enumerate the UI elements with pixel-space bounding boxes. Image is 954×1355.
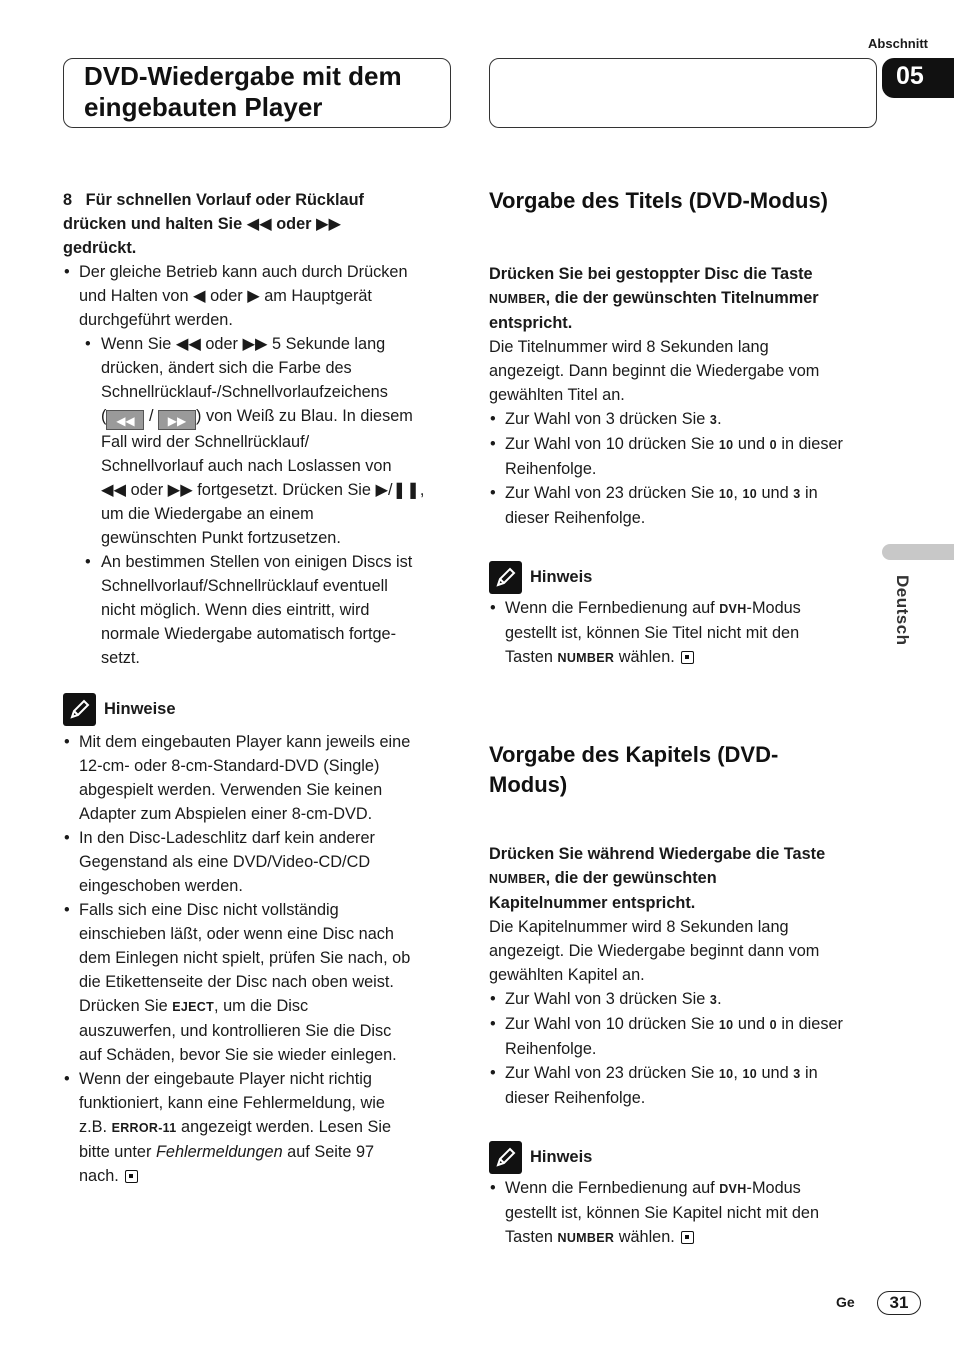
number-key: NUMBER [489, 872, 546, 886]
text-line: ◀◀ oder ▶▶ fortgesetzt. Drücken Sie ▶/❚❚, [101, 481, 425, 499]
chapter-title-line2: eingebauten Player [84, 92, 323, 122]
text-line: und Halten von ◀ oder ▶ am Hauptgerät [79, 287, 372, 305]
left-column [63, 188, 455, 1188]
key: 0 [769, 438, 777, 452]
key: DVH [719, 1182, 747, 1196]
step-number: 8 [63, 191, 73, 209]
text-line: einschieben läßt, oder wenn eine Disc nach [79, 925, 394, 943]
text-line: Schnellvorlauf/Schnellrücklauf eventuell [101, 577, 388, 595]
side-language-label: Deutsch [893, 575, 912, 646]
notes-header [63, 692, 455, 726]
key: NUMBER [557, 651, 615, 665]
text-line: ) von Weiß zu Blau. In diesem [196, 407, 413, 425]
title-instruction [489, 262, 881, 335]
right-column [489, 186, 881, 1250]
pencil-note-icon [63, 693, 96, 726]
text-line: in dieser [776, 435, 843, 453]
note-title: Hinweis [530, 568, 593, 586]
text-line: und [756, 484, 794, 502]
text-line: Reihenfolge. [505, 1040, 597, 1058]
text-line: abgespielt werden. Verwenden Sie keinen [79, 781, 383, 799]
text-line: Vorgabe des Kapitels (DVD- [489, 742, 779, 767]
section-number: 05 [882, 58, 954, 98]
text-line: gestellt ist, können Sie Kapitel nicht mit den [505, 1204, 820, 1222]
text-line: eingeschoben werden. [79, 877, 243, 895]
text-line: Die Kapitelnummer wird 8 Sekunden lang [489, 918, 789, 936]
chapter-title-box [63, 58, 451, 128]
text-line: -Modus [746, 599, 801, 617]
text-line: Kapitelnummer entspricht. [489, 894, 696, 912]
text-line: Mit dem eingebauten Player kann jeweils eine [79, 733, 411, 751]
step-text-line2: drücken und halten Sie ◀◀ oder ▶▶ [63, 215, 342, 233]
text-line: auf Schäden, bevor Sie sie wieder einlegen. [79, 1046, 397, 1064]
text-line: in dieser [776, 1015, 843, 1033]
pencil-note-icon [489, 1141, 522, 1174]
text-line: Zur Wahl von 23 drücken Sie [505, 484, 719, 502]
text-line: angezeigt werden. Lesen Sie [176, 1118, 392, 1136]
title-note [489, 596, 881, 670]
eject-key: EJECT [172, 1000, 215, 1014]
key: 10 [718, 487, 734, 501]
text-line: dieser Reihenfolge. [505, 509, 646, 527]
chapter-note [489, 1176, 881, 1250]
text-line: / [144, 407, 158, 425]
text-line: entspricht. [489, 314, 573, 332]
note-error [63, 1067, 455, 1188]
key: 10 [718, 438, 734, 452]
title-note-header [489, 560, 881, 594]
note-eject [63, 898, 455, 1067]
footer-language-code: Ge [836, 1294, 855, 1310]
chapter-description [489, 915, 881, 987]
text-line: Tasten [505, 1228, 558, 1246]
text-line: Falls sich eine Disc nicht vollständig [79, 901, 339, 919]
key: DVH [719, 602, 747, 616]
key: 3 [709, 993, 718, 1007]
title-section-heading: Vorgabe des Titels (DVD-Modus) [489, 188, 829, 213]
step-text-line3: gedrückt. [63, 239, 137, 257]
text-line: , [733, 1064, 743, 1082]
text-line: die Etikettenseite der Disc nach oben weist. [79, 973, 394, 991]
text-line: Drücken Sie während Wiedergabe die Taste [489, 845, 826, 863]
text-line: gewünschten Punkt fortzusetzen. [101, 529, 341, 547]
note-slot [63, 826, 455, 898]
chapter-example-10 [489, 1012, 881, 1061]
chapter-instruction [489, 842, 881, 915]
step-8 [63, 188, 455, 260]
chapter-example-23 [489, 1061, 881, 1110]
error-code: ERROR-11 [111, 1121, 177, 1135]
rewind-icon: ◀◀ [106, 410, 144, 430]
text-line: durchgeführt werden. [79, 311, 233, 329]
text-line: Drücken Sie bei gestoppter Disc die Taste [489, 265, 813, 283]
key: 3 [709, 413, 718, 427]
text-line: und [733, 1015, 770, 1033]
text-line: In den Disc-Ladeschlitz darf kein anderer [79, 829, 375, 847]
text-line: 12-cm- oder 8-cm-Standard-DVD (Single) [79, 757, 380, 775]
text-line: angezeigt. Die Wiedergabe beginnt dann vom [489, 942, 820, 960]
subbullet-not-possible [63, 550, 455, 670]
text-line: -Modus [746, 1179, 801, 1197]
key: 10 [742, 487, 757, 501]
subbullet-color-change [63, 332, 455, 550]
text-line: Wenn Sie ◀◀ oder ▶▶ 5 Sekunde lang [101, 335, 386, 353]
text-line: , um die Disc [214, 997, 309, 1015]
title-example-3 [489, 407, 881, 432]
empty-header-box [489, 58, 877, 128]
step-text-line1: Für schnellen Vorlauf oder Rücklauf [85, 191, 364, 209]
key: 10 [718, 1067, 734, 1081]
text-line: Zur Wahl von 3 drücken Sie [505, 410, 710, 428]
text-line: Schnellvorlauf auch nach Loslassen von [101, 457, 392, 475]
text-line: und [733, 435, 770, 453]
end-mark-icon [681, 651, 694, 664]
text-line: z.B. [79, 1118, 112, 1136]
text-line: gestellt ist, können Sie Titel nicht mit den [505, 624, 800, 642]
text-line: Wenn die Fernbedienung auf [505, 599, 720, 617]
text-line: dieser Reihenfolge. [505, 1089, 646, 1107]
text-line: Modus) [489, 772, 568, 797]
text-line: nach. [79, 1167, 119, 1185]
error-messages-ref: Fehlermeldungen [155, 1143, 283, 1161]
chapter-example-3 [489, 987, 881, 1012]
text-line: Fall wird der Schnellrücklauf/ [101, 433, 310, 451]
bullet-main-unit [63, 260, 455, 332]
text-line: Zur Wahl von 10 drücken Sie [505, 435, 719, 453]
text-line: setzt. [101, 649, 140, 667]
key: 10 [742, 1067, 757, 1081]
notes-title: Hinweise [104, 700, 176, 718]
text-line: Wenn der eingebaute Player nicht richtig [79, 1070, 372, 1088]
text-line: gewählten Titel an. [489, 386, 625, 404]
chapter-section-heading [489, 740, 881, 800]
text-line: um die Wiedergabe an einem [101, 505, 314, 523]
language-tab [882, 544, 954, 560]
text-line: gewählten Kapitel an. [489, 966, 645, 984]
text-line: Adapter zum Abspielen einer 8-cm-DVD. [79, 805, 373, 823]
text-line: , die der gewünschten [545, 869, 717, 887]
text-line: in [800, 484, 818, 502]
text-line: Zur Wahl von 23 drücken Sie [505, 1064, 719, 1082]
title-example-23 [489, 481, 881, 530]
text-line: normale Wiedergabe automatisch fortge- [101, 625, 397, 643]
end-mark-icon [681, 1231, 694, 1244]
text-line: Tasten [505, 648, 558, 666]
note-dvd-size [63, 730, 455, 826]
section-label: Abschnitt [868, 36, 928, 51]
pencil-note-icon [489, 561, 522, 594]
text-line: bitte unter [79, 1143, 156, 1161]
key: NUMBER [557, 1231, 615, 1245]
text-line: funktioniert, kann eine Fehlermeldung, wie [79, 1094, 385, 1112]
text-line: Der gleiche Betrieb kann auch durch Drücken [79, 263, 408, 281]
text-line: Schnellrücklauf-/Schnellvorlaufzeichens [101, 383, 388, 401]
text-line: wählen. [614, 648, 675, 666]
page-number: 31 [877, 1291, 921, 1315]
text-line: in [800, 1064, 818, 1082]
key: 3 [793, 487, 801, 501]
text-line: , [733, 484, 743, 502]
text-line: auszuwerfen, und kontrollieren Sie die Disc [79, 1022, 392, 1040]
text-line: Gegenstand als eine DVD/Video-CD/CD [79, 853, 371, 871]
note-title: Hinweis [530, 1148, 593, 1166]
text-line: angezeigt. Dann beginnt die Wiedergabe vom [489, 362, 820, 380]
text-line: auf Seite 97 [282, 1143, 375, 1161]
text-line: Zur Wahl von 3 drücken Sie [505, 990, 710, 1008]
text-line: nicht möglich. Wenn dies eintritt, wird [101, 601, 370, 619]
text-line: An bestimmen Stellen von einigen Discs ist [101, 553, 413, 571]
text-line: dem Einlegen nicht spielt, prüfen Sie nach, ob [79, 949, 411, 967]
text-line: und [756, 1064, 794, 1082]
key: 0 [769, 1018, 777, 1032]
text-line: Drücken Sie [79, 997, 173, 1015]
end-mark-icon [125, 1170, 138, 1183]
text-line: Reihenfolge. [505, 460, 597, 478]
key: 10 [718, 1018, 734, 1032]
chapter-title-line1: DVD-Wiedergabe mit dem [84, 61, 402, 91]
text-line: . [717, 990, 722, 1008]
text-line: . [717, 410, 722, 428]
chapter-note-header [489, 1140, 881, 1174]
text-line: ( [101, 407, 107, 425]
text-line: wählen. [614, 1228, 675, 1246]
text-line: Wenn die Fernbedienung auf [505, 1179, 720, 1197]
title-example-10 [489, 432, 881, 481]
text-line: drücken, ändert sich die Farbe des [101, 359, 352, 377]
fast-forward-icon: ▶▶ [158, 410, 196, 430]
text-line: , die der gewünschten Titelnummer [545, 289, 819, 307]
text-line: Die Titelnummer wird 8 Sekunden lang [489, 338, 769, 356]
number-key: NUMBER [489, 292, 546, 306]
text-line: Zur Wahl von 10 drücken Sie [505, 1015, 719, 1033]
title-description [489, 335, 881, 407]
key: 3 [793, 1067, 801, 1081]
